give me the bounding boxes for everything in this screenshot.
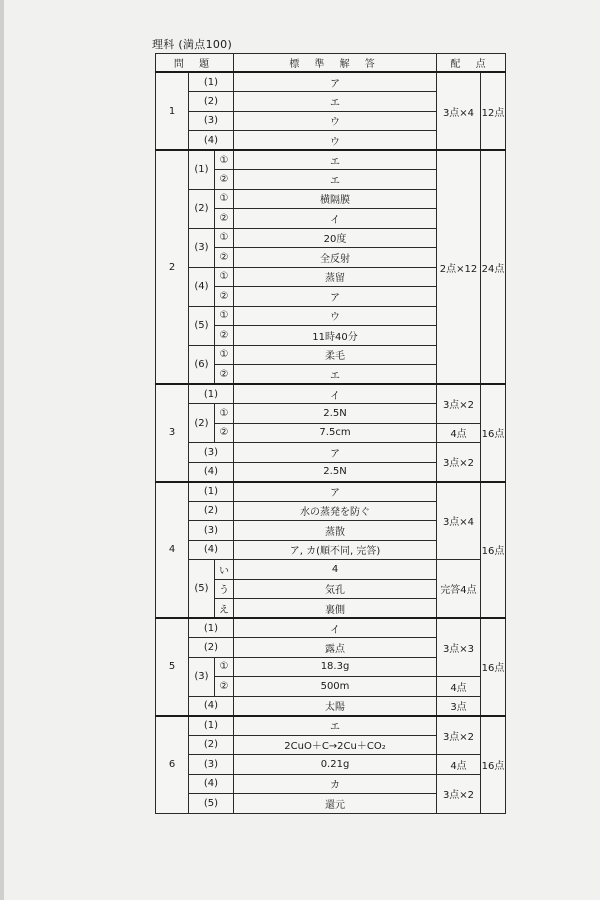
answer-cell: 2.5N: [234, 404, 437, 424]
points-cell: 4点: [437, 423, 481, 443]
answer-cell: 7.5cm: [234, 423, 437, 443]
answer-cell: 2CuO＋C→2Cu＋CO₂: [234, 735, 437, 755]
table-row: [156, 482, 506, 502]
sub-question: (4): [189, 267, 215, 306]
sub-question: (4): [189, 540, 234, 560]
sub-question: (3): [189, 657, 215, 696]
sub-question: (1): [189, 618, 234, 638]
part-marker: ①: [215, 228, 234, 248]
part-marker: ①: [215, 306, 234, 326]
header-row: [156, 54, 506, 73]
answer-cell: 20度: [234, 228, 437, 248]
table-row: [156, 774, 506, 794]
sub-question: (2): [189, 735, 234, 755]
answer-cell: 蒸散: [234, 521, 437, 541]
table-row: [156, 150, 506, 170]
table-row: [156, 560, 506, 580]
sub-question: (3): [189, 228, 215, 267]
points-cell: 3点×4: [437, 72, 481, 150]
table-row: [156, 384, 506, 404]
answer-cell: ア: [234, 443, 437, 463]
header-question: 問 題: [156, 54, 234, 73]
answer-cell: 気孔: [234, 579, 437, 599]
part-marker: ②: [215, 287, 234, 307]
sub-question: (4): [189, 774, 234, 794]
part-marker: ①: [215, 657, 234, 677]
section-total: 16点: [481, 716, 506, 814]
part-marker: ①: [215, 189, 234, 209]
answer-cell: エ: [234, 365, 437, 385]
section-total: 24点: [481, 150, 506, 384]
answer-cell: 4: [234, 560, 437, 580]
answer-cell: エ: [234, 150, 437, 170]
answer-cell: イ: [234, 618, 437, 638]
sub-question: (2): [189, 404, 215, 443]
answer-cell: ア: [234, 72, 437, 92]
table-row: [156, 716, 506, 736]
part-marker: ①: [215, 150, 234, 170]
part-marker: ②: [215, 423, 234, 443]
points-cell: 4点: [437, 755, 481, 775]
sub-question: (1): [189, 716, 234, 736]
points-cell: 3点×2: [437, 774, 481, 813]
answer-cell: 太陽: [234, 696, 437, 716]
answer-cell: イ: [234, 384, 437, 404]
answer-cell: 蒸留: [234, 267, 437, 287]
answer-cell: エ: [234, 170, 437, 190]
answer-table: [155, 53, 506, 814]
table-row: [156, 618, 506, 638]
answer-cell: エ: [234, 716, 437, 736]
points-cell: 4点: [437, 677, 481, 697]
answer-cell: 露点: [234, 638, 437, 658]
points-cell: 3点×3: [437, 618, 481, 677]
sub-question: (5): [189, 306, 215, 345]
answer-cell: 全反射: [234, 248, 437, 268]
part-marker: い: [215, 560, 234, 580]
points-cell: 3点: [437, 696, 481, 716]
answer-cell: カ: [234, 774, 437, 794]
sub-question: (2): [189, 189, 215, 228]
points-cell: 3点×2: [437, 443, 481, 482]
part-marker: ②: [215, 248, 234, 268]
sub-question: (3): [189, 111, 234, 131]
header-answer: 標 準 解 答: [234, 54, 437, 73]
header-points: 配 点: [437, 54, 506, 73]
answer-cell: 0.21g: [234, 755, 437, 775]
sub-question: (1): [189, 150, 215, 189]
sub-question: (1): [189, 384, 234, 404]
sub-question: (3): [189, 521, 234, 541]
points-cell: 2点×12: [437, 150, 481, 384]
part-marker: ②: [215, 677, 234, 697]
answer-cell: ウ: [234, 306, 437, 326]
section-number: 2: [156, 150, 189, 384]
table-row: [156, 755, 506, 775]
sub-question: (2): [189, 92, 234, 112]
section-total: 16点: [481, 384, 506, 482]
section-total: 16点: [481, 482, 506, 619]
sub-question: (4): [189, 462, 234, 482]
table-row: [156, 443, 506, 463]
section-number: 5: [156, 618, 189, 716]
answer-cell: 18.3g: [234, 657, 437, 677]
sub-question: (5): [189, 794, 234, 814]
sub-question: (4): [189, 696, 234, 716]
table-row: [156, 696, 506, 716]
part-marker: ②: [215, 170, 234, 190]
section-number: 3: [156, 384, 189, 482]
sub-question: (1): [189, 482, 234, 502]
answer-cell: 500m: [234, 677, 437, 697]
answer-cell: ア, カ(順不同, 完答): [234, 540, 437, 560]
sub-question: (2): [189, 501, 234, 521]
sub-question: (1): [189, 72, 234, 92]
answer-cell: ウ: [234, 131, 437, 151]
answer-cell: ア: [234, 287, 437, 307]
section-number: 6: [156, 716, 189, 814]
sub-question: (5): [189, 560, 215, 619]
answer-cell: 2.5N: [234, 462, 437, 482]
section-number: 4: [156, 482, 189, 619]
page-edge: [0, 0, 4, 900]
points-cell: 3点×2: [437, 384, 481, 423]
page-title: 理科 (満点100): [152, 38, 233, 51]
answer-cell: 柔毛: [234, 345, 437, 365]
answer-cell: 横隔膜: [234, 189, 437, 209]
part-marker: ①: [215, 345, 234, 365]
part-marker: う: [215, 579, 234, 599]
answer-cell: イ: [234, 209, 437, 229]
sub-question: (6): [189, 345, 215, 384]
answer-cell: 水の蒸発を防ぐ: [234, 501, 437, 521]
part-marker: ②: [215, 365, 234, 385]
sub-question: (2): [189, 638, 234, 658]
points-cell: 3点×2: [437, 716, 481, 755]
part-marker: え: [215, 599, 234, 619]
section-total: 16点: [481, 618, 506, 716]
points-cell: 完答4点: [437, 560, 481, 619]
part-marker: ①: [215, 404, 234, 424]
part-marker: ②: [215, 209, 234, 229]
sub-question: (3): [189, 443, 234, 463]
section-total: 12点: [481, 72, 506, 150]
part-marker: ②: [215, 326, 234, 346]
sub-question: (3): [189, 755, 234, 775]
answer-cell: ウ: [234, 111, 437, 131]
answer-cell: 11時40分: [234, 326, 437, 346]
answer-cell: ア: [234, 482, 437, 502]
answer-cell: 裏側: [234, 599, 437, 619]
sub-question: (4): [189, 131, 234, 151]
answer-cell: 還元: [234, 794, 437, 814]
answer-cell: エ: [234, 92, 437, 112]
table-row: [156, 72, 506, 92]
part-marker: ①: [215, 267, 234, 287]
points-cell: 3点×4: [437, 482, 481, 560]
section-number: 1: [156, 72, 189, 150]
